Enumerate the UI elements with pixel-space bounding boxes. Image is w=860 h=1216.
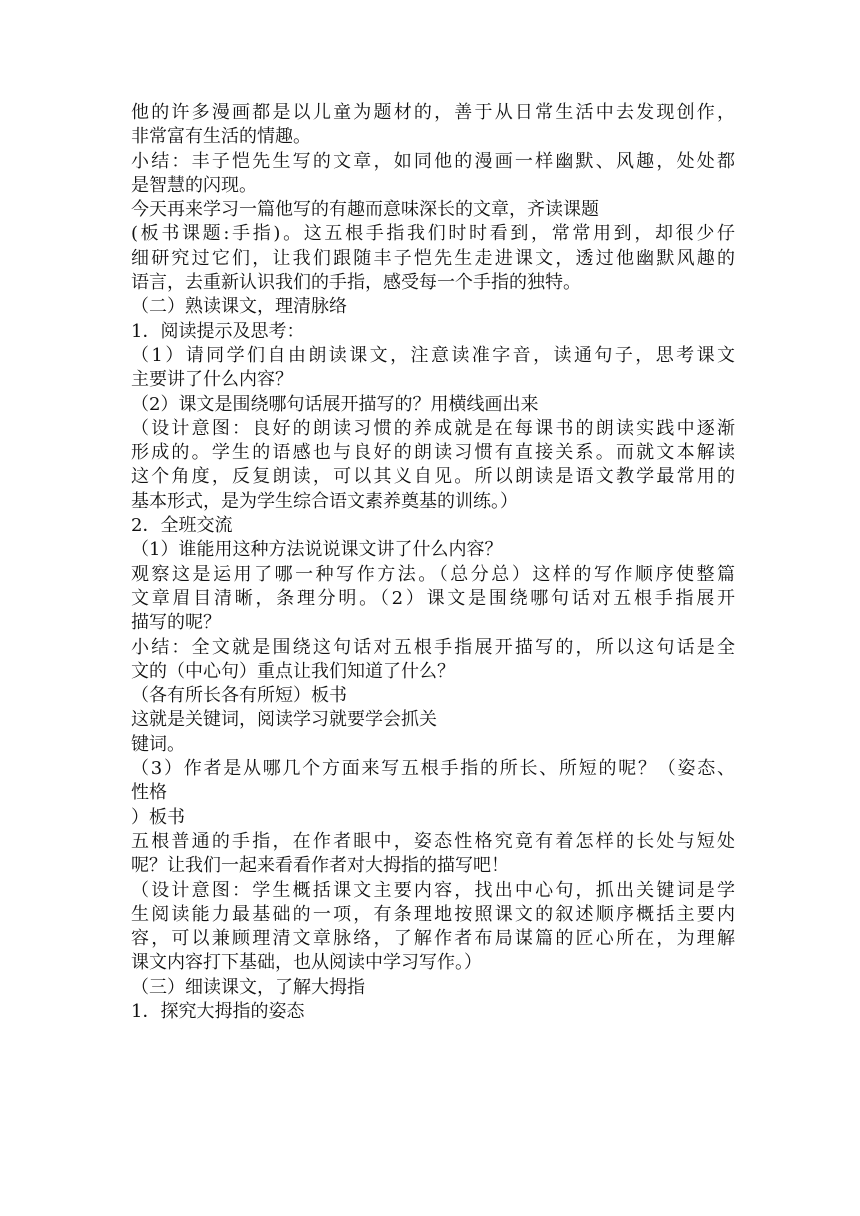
text-line: 基本形式，是为学生综合语文素养奠基的训练。） [131, 490, 518, 512]
text-line: 非常富有生活的情趣。 [131, 126, 311, 148]
text-line: 1．探究大拇指的姿态 [131, 1000, 305, 1022]
text-line: 生阅读能力最基础的一项，有条理地按照课文的叙述顺序概括主要内 [131, 903, 735, 925]
text-line: 性格 [131, 782, 167, 804]
text-line: （二）熟读课文，理清脉络 [131, 296, 347, 318]
text-line: 观察这是运用了哪一种写作方法。（总分总）这样的写作顺序使整篇 [131, 563, 735, 585]
text-line: （2）课文是围绕哪句话展开描写的？用横线画出来 [131, 393, 539, 415]
text-line: 形成的。学生的语感也与良好的朗读习惯有直接关系。而就文本解读 [131, 442, 735, 464]
text-line: 这就是关键词，阅读学习就要学会抓关 [131, 709, 437, 731]
text-line: (板书课题:手指)。这五根手指我们时时看到，常常用到，却很少仔 [131, 223, 735, 245]
text-line: ）板书 [131, 806, 185, 828]
text-line: 容，可以兼顾理清文章脉络，了解作者布局谋篇的匠心所在，为理解 [131, 928, 735, 950]
text-line: 这个角度，反复朗读，可以其义自见。所以朗读是语文教学最常用的 [131, 466, 735, 488]
text-line: （3）作者是从哪几个方面来写五根手指的所长、所短的呢？（姿态、 [131, 758, 735, 780]
text-line: 今天再来学习一篇他写的有趣而意味深长的文章，齐读课题 [131, 199, 599, 221]
text-line: 描写的呢？ [131, 612, 221, 634]
text-line: 五根普通的手指，在作者眼中，姿态性格究竟有着怎样的长处与短处 [131, 830, 735, 852]
text-line: 呢？让我们一起来看看作者对大拇指的描写吧！ [131, 855, 509, 877]
text-line: 课文内容打下基础，也从阅读中学习写作。） [131, 952, 482, 974]
text-line: 语言，去重新认识我们的手指，感受每一个手指的独特。 [131, 272, 581, 294]
text-line: 细研究过它们，让我们跟随丰子恺先生走进课文，透过他幽默风趣的 [131, 247, 735, 269]
text-line: （设计意图：学生概括课文主要内容，找出中心句，抓出关键词是学 [131, 879, 735, 901]
text-line: （1）请同学们自由朗读课文，注意读准字音，读通句子，思考课文 [131, 344, 735, 366]
text-line: （各有所长各有所短）板书 [131, 685, 347, 707]
text-line: 文的（中心句）重点让我们知道了什么？ [131, 660, 455, 682]
text-line: 键词。 [131, 733, 185, 755]
text-line: 主要讲了什么内容？ [131, 369, 293, 391]
text-line: 1．阅读提示及思考： [131, 320, 305, 342]
text-line: 小结：全文就是围绕这句话对五根手指展开描写的，所以这句话是全 [131, 636, 735, 658]
text-line: 他的许多漫画都是以儿童为题材的，善于从日常生活中去发现创作， [131, 102, 735, 123]
text-line: 小结：丰子恺先生写的文章，如同他的漫画一样幽默、风趣，处处都 [131, 150, 735, 172]
text-line: （1）谁能用这种方法说说课文讲了什么内容？ [131, 539, 503, 561]
text-line: 文章眉目清晰，条理分明。（2）课文是围绕哪句话对五根手指展开 [131, 587, 735, 609]
text-line: （三）细读课文，了解大拇指 [131, 976, 365, 998]
text-line: 是智慧的闪现。 [131, 174, 257, 196]
text-line: （设计意图：良好的朗读习惯的养成就是在每课书的朗读实践中逐渐 [131, 417, 735, 439]
document-body [131, 101, 735, 1024]
text-line: 2．全班交流 [131, 515, 233, 537]
